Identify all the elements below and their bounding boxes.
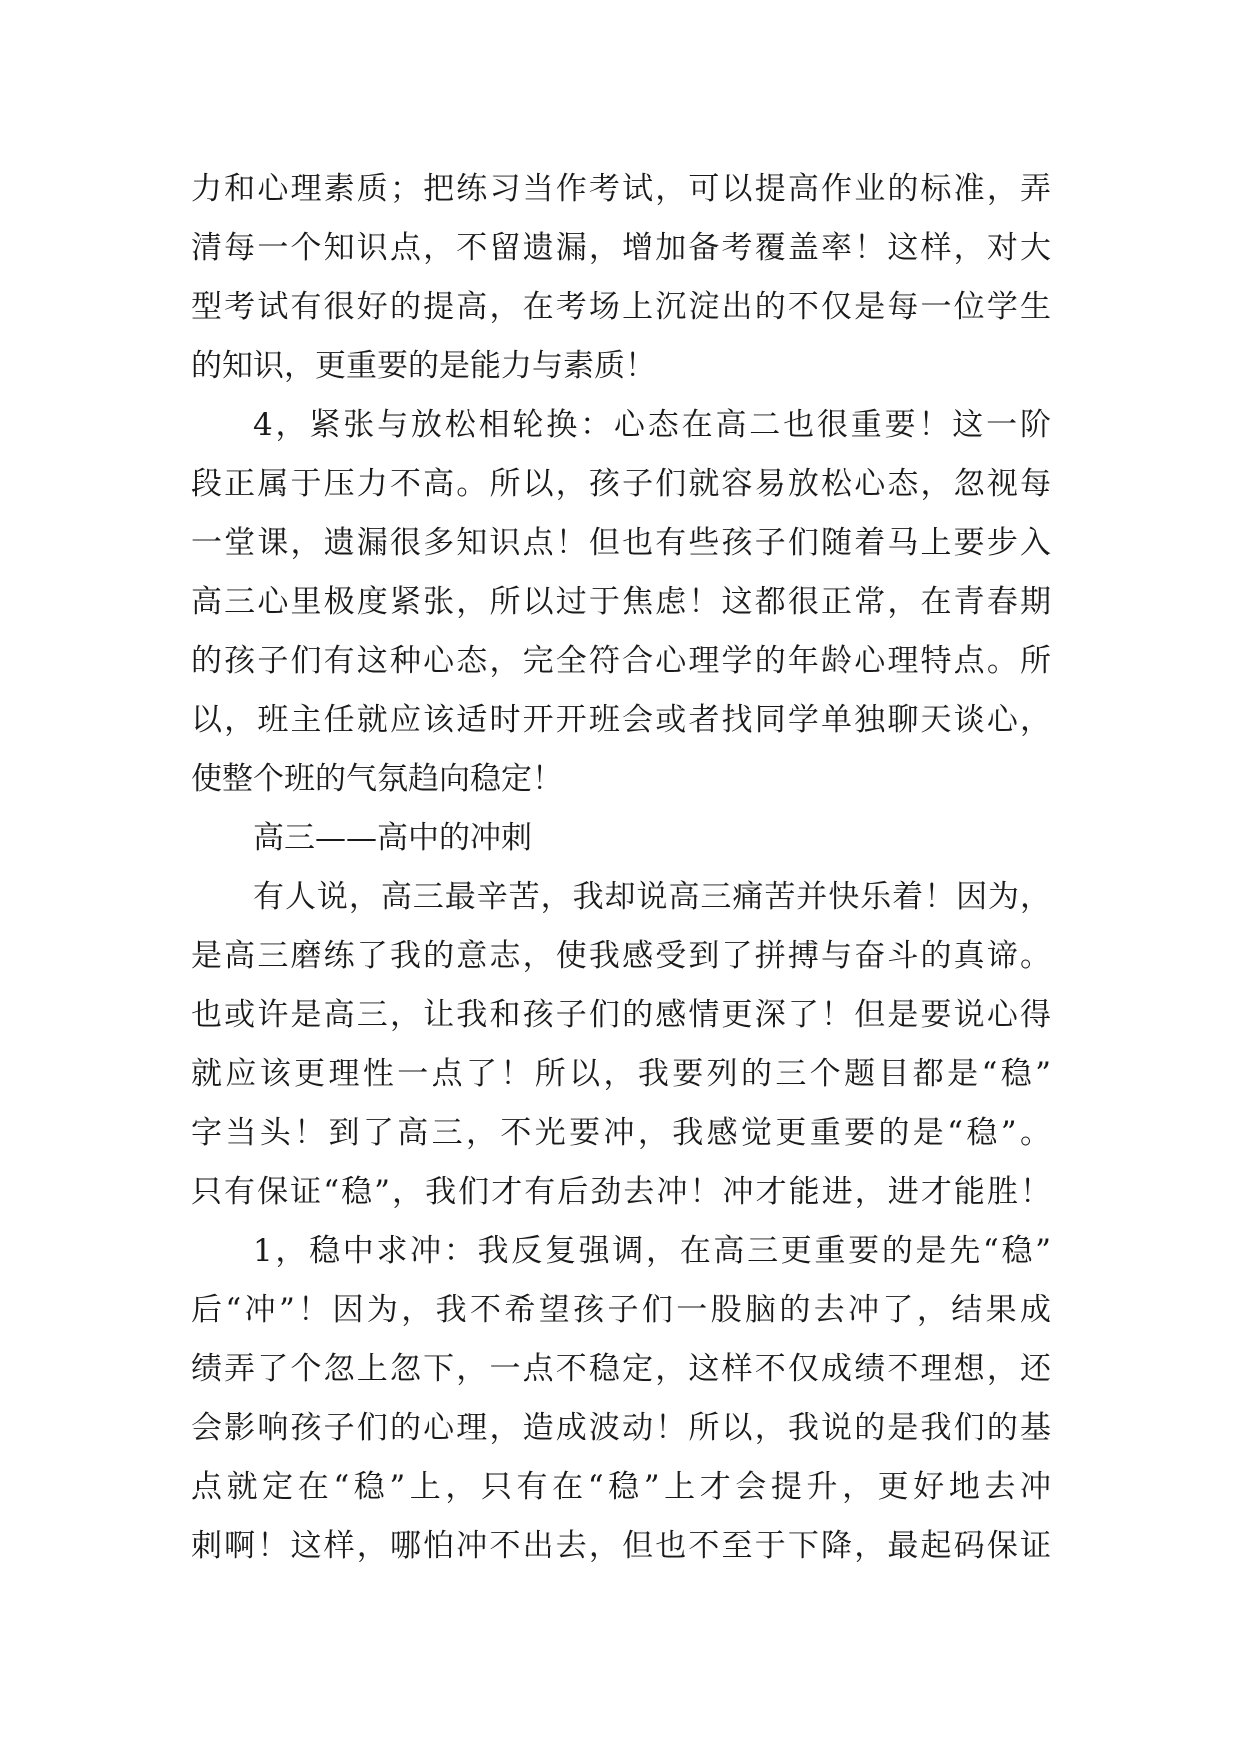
text-line: 也或许是高三，让我和孩子们的感情更深了！但是要说心得 <box>191 997 1051 1033</box>
text-line: 一堂课，遗漏很多知识点！但也有些孩子们随着马上要步入 <box>191 525 1051 561</box>
text-line: 以，班主任就应该适时开开班会或者找同学单独聊天谈心， <box>191 702 1051 738</box>
text-line: 是高三磨练了我的意志，使我感受到了拼搏与奋斗的真谛。 <box>191 938 1051 974</box>
text-line: 会影响孩子们的心理，造成波动！所以，我说的是我们的基 <box>191 1410 1051 1446</box>
text-line: 高三心里极度紧张，所以过于焦虑！这都很正常，在青春期 <box>191 584 1051 620</box>
paragraph-start-line: 4，紧张与放松相轮换：心态在高二也很重要！这一阶 <box>253 407 1051 443</box>
document-body <box>191 160 1051 1576</box>
text-line: 后“冲”！因为，我不希望孩子们一股脑的去冲了，结果成 <box>191 1292 1051 1328</box>
text-line: 清每一个知识点，不留遗漏，增加备考覆盖率！这样，对大 <box>191 230 1051 266</box>
paragraph-start-line: 1，稳中求冲：我反复强调，在高三更重要的是先“稳” <box>253 1233 1051 1269</box>
text-line: 力和心理素质；把练习当作考试，可以提高作业的标准，弄 <box>191 171 1051 207</box>
text-line: 只有保证“稳”，我们才有后劲去冲！冲才能进，进才能胜！ <box>191 1174 1051 1210</box>
text-line: 字当头！到了高三，不光要冲，我感觉更重要的是“稳”。 <box>191 1115 1051 1151</box>
text-line: 段正属于压力不高。所以，孩子们就容易放松心态，忽视每 <box>191 466 1051 502</box>
text-line: 点就定在“稳”上，只有在“稳”上才会提升，更好地去冲 <box>191 1469 1051 1505</box>
text-line: 刺啊！这样，哪怕冲不出去，但也不至于下降，最起码保证 <box>191 1528 1051 1564</box>
section-heading: 高三——高中的冲刺 <box>253 820 532 856</box>
text-line: 型考试有很好的提高，在考场上沉淀出的不仅是每一位学生 <box>191 289 1051 325</box>
text-line: 的孩子们有这种心态，完全符合心理学的年龄心理特点。所 <box>191 643 1051 679</box>
text-line: 绩弄了个忽上忽下，一点不稳定，这样不仅成绩不理想，还 <box>191 1351 1051 1387</box>
text-line: 的知识，更重要的是能力与素质！ <box>191 348 656 384</box>
text-line: 使整个班的气氛趋向稳定！ <box>191 761 563 797</box>
text-line: 就应该更理性一点了！所以，我要列的三个题目都是“稳” <box>191 1056 1051 1092</box>
paragraph-start-line: 有人说，高三最辛苦，我却说高三痛苦并快乐着！因为， <box>253 879 1051 915</box>
